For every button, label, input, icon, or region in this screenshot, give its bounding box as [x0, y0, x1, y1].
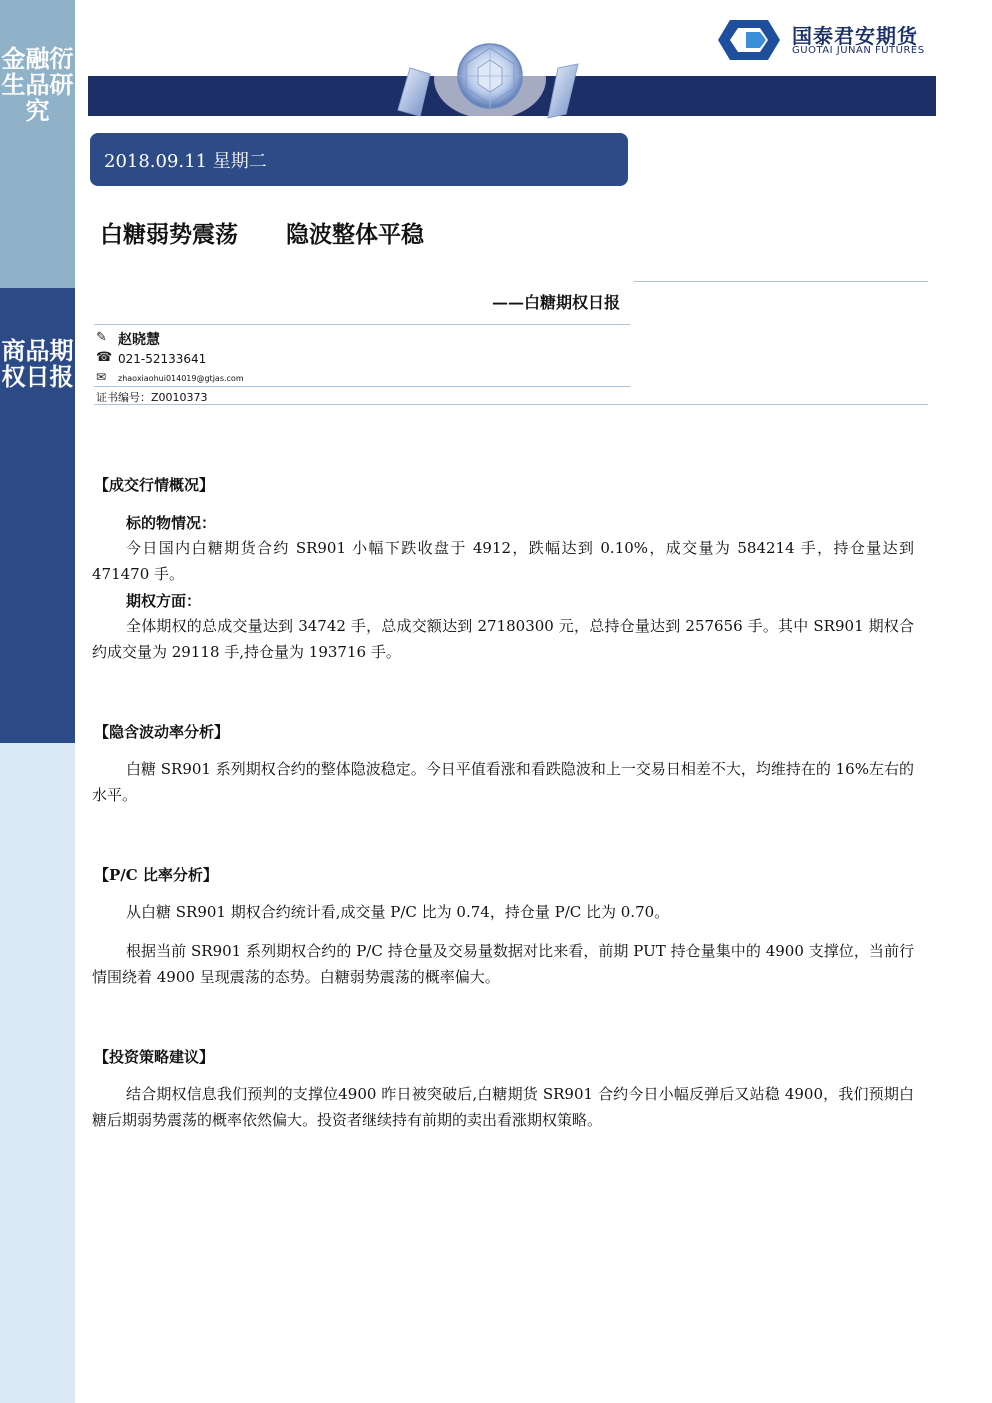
divider-line: [634, 281, 928, 282]
paragraph-pc-2: 根据当前 SR901 系列期权合约的 P/C 持仓量及交易量数据对比来看，前期 PUT 持仓量集中的 4900 支撑位，当前行情围绕着 4900 呈现震荡的态势。白糖弱势震荡的概率偏大。: [92, 942, 914, 986]
divider-line: [94, 324, 630, 325]
report-subtitle: ——白糖期权日报: [491, 293, 620, 312]
logo-english-name: GUOTAI JUNAN FUTURES: [792, 45, 925, 56]
date-banner: [90, 133, 628, 186]
paragraph-options: 全体期权的总成交量达到 34742 手，总成交额达到 27180300 元，总持仓量达到 257656 手。其中 SR901 期权合约成交量为 29118 手,持仓量为 193716 手。: [92, 617, 914, 661]
section-heading-pc: 【P/C 比率分析】: [94, 866, 218, 884]
report-date: 2018.09.11 星期二: [104, 151, 267, 172]
section-heading-market: 【成交行情概况】: [94, 476, 215, 494]
section-heading-iv: 【隐含波动率分析】: [94, 723, 230, 741]
divider-line: [94, 386, 630, 387]
sidebar-mid-label: 商品期权日报: [1, 336, 74, 391]
author-phone: 021-52133641: [118, 352, 207, 366]
paragraph-iv: 白糖 SR901 系列期权合约的整体隐波稳定。今日平值看涨和看跌隐波和上一交易日相差不大，均维持在的 16%左右的水平。: [92, 760, 914, 804]
sidebar-top-panel: [0, 0, 75, 288]
company-logo: [716, 18, 936, 62]
author-certificate: 证书编号：Z0010373: [96, 391, 208, 404]
author-email[interactable]: zhaoxiaohui014019@gtjas.com: [118, 374, 244, 383]
sidebar-bottom-panel: [0, 743, 75, 1403]
subheading-options: 期权方面：: [126, 592, 202, 610]
diamond-graphic: [390, 38, 590, 120]
report-title: 白糖弱势震荡 隐波整体平稳: [100, 221, 425, 248]
section-heading-strategy: 【投资策略建议】: [94, 1048, 215, 1066]
divider-line: [94, 404, 928, 405]
company-logo-icon: [716, 18, 782, 62]
sidebar-mid-panel: [0, 288, 75, 743]
pencil-icon: ✎: [96, 330, 107, 345]
phone-icon: ☎: [96, 350, 113, 365]
paragraph-strategy: 结合期权信息我们预判的支撑位4900 昨日被突破后,白糖期货 SR901 合约今日小幅反弹后又站稳 4900，我们预期白糖后期弱势震荡的概率依然偏大。投资者继续持有前期的卖出看涨期权策略。: [92, 1085, 914, 1129]
subheading-underlying: 标的物情况：: [126, 514, 217, 532]
logo-chinese-name: 国泰君安期货: [792, 24, 918, 48]
paragraph-pc-1: 从白糖 SR901 期权合约统计看,成交量 P/C 比为 0.74，持仓量 P/C 比为 0.70。: [126, 903, 670, 921]
email-icon: ✉: [96, 370, 107, 384]
paragraph-underlying: 今日国内白糖期货合约 SR901 小幅下跌收盘于 4912，跌幅达到 0.10%，成交量为 584214 手，持仓量达到 471470 手。: [92, 539, 914, 583]
sidebar-top-label: 金融衍生品研究: [1, 44, 74, 125]
author-name: 赵晓慧: [118, 332, 160, 348]
